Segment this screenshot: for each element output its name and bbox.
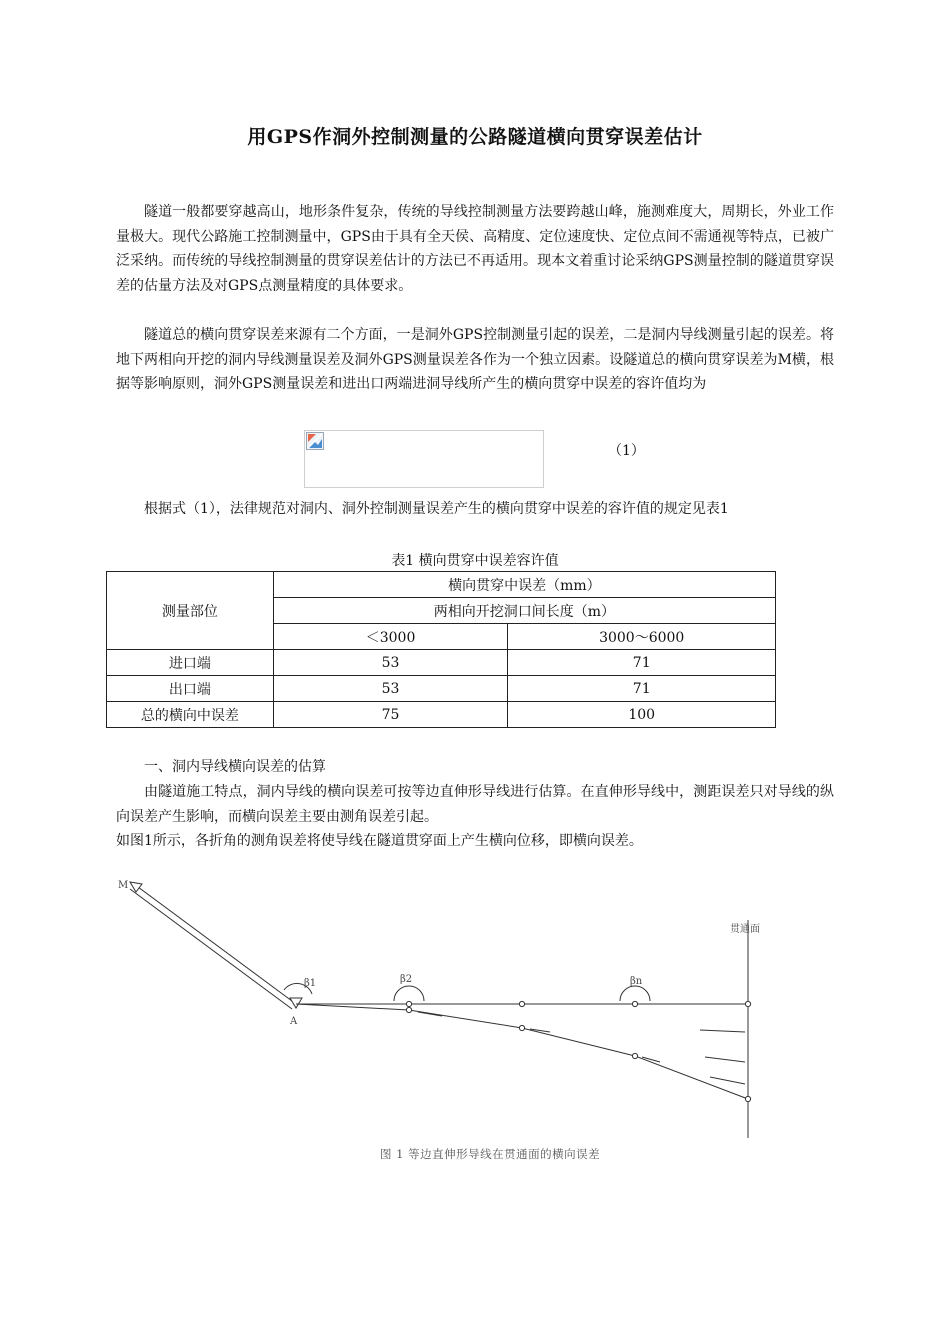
- station-circle: [519, 1001, 524, 1006]
- header-tunnel-length: 两相向开挖洞口间长度（m）: [273, 598, 775, 624]
- table-caption: 表1 横向贯穿中误差容许值: [391, 553, 559, 569]
- table-row: [107, 676, 776, 702]
- row-part: 进口端: [107, 650, 274, 676]
- table-row: [107, 702, 776, 728]
- direction-line-upper: [134, 884, 296, 1004]
- hatch-line: [710, 1077, 745, 1084]
- table-header-row: [107, 572, 776, 598]
- table-reference-paragraph: 根据式（1），法律规范对洞内、洞外控制测量误差产生的横向贯穿中误差的容许值的规定见表1: [144, 501, 729, 517]
- traverse-paragraph: 由隧道施工特点，洞内导线的横向误差可按等边直伸形导线进行估算。在直伸形导线中，测距误差只对导线的纵向误差产生影响，而横向误差主要由测角误差引起。: [116, 784, 834, 825]
- section-heading-1: 一、洞内导线横向误差的估算: [144, 759, 326, 775]
- station-a-icon: [290, 998, 302, 1008]
- row-value-long: 100: [508, 702, 776, 728]
- error-tolerance-table: [106, 571, 776, 728]
- label-breakthrough-plane: 贯通面: [730, 924, 760, 935]
- station-circle: [632, 1053, 637, 1058]
- paper-title: 用GPS作洞外控制测量的公路隧道横向贯穿误差估计: [247, 126, 703, 148]
- header-lateral-error: 横向贯穿中误差（mm）: [273, 572, 775, 598]
- station-circle: [632, 1001, 637, 1006]
- traverse-diagram: [100, 870, 780, 1145]
- label-betan: βn: [630, 976, 643, 987]
- row-value-short: 75: [273, 702, 508, 728]
- error-source-paragraph: 隧道总的横向贯穿误差来源有二个方面，一是洞外GPS控制测量引起的误差，二是洞内导线测量引起的误差。将地下两相向开挖的洞内导线测量误差及洞外GPS测量误差各作为一个独立因素。设隧道总的横向贯穿误差为M横，根据等影响原则，洞外GPS测量误差和进出口两端进洞导线所产生的横向贯穿中误差的容许值均为: [116, 327, 834, 392]
- row-part: 总的横向中误差: [107, 702, 274, 728]
- label-beta2: β2: [400, 974, 413, 985]
- label-m: M: [118, 880, 129, 891]
- station-circle: [519, 1025, 524, 1030]
- station-circle: [406, 1007, 411, 1012]
- label-beta1: β1: [304, 978, 317, 989]
- header-length-short: ＜3000: [273, 624, 508, 650]
- row-value-short: 53: [273, 676, 508, 702]
- hatch-line: [418, 1012, 442, 1016]
- figure-caption: 图 1 等边直伸形导线在贯通面的横向误差: [380, 1147, 601, 1161]
- header-measurement-part: 测量部位: [107, 572, 274, 650]
- header-length-long: 3000～6000: [508, 624, 776, 650]
- station-circle: [745, 1001, 750, 1006]
- hatch-line: [700, 1030, 745, 1032]
- figure-reference-paragraph: 如图1所示，各折角的测角误差将使导线在隧道贯穿面上产生横向位移，即横向误差。: [116, 833, 643, 849]
- equation-number: （1）: [608, 443, 645, 459]
- row-part: 出口端: [107, 676, 274, 702]
- table-row: [107, 650, 776, 676]
- station-circle: [406, 1001, 411, 1006]
- hatch-line: [705, 1057, 745, 1062]
- beta2-arc-icon: [394, 986, 424, 1001]
- label-a: A: [290, 1016, 298, 1027]
- row-value-long: 71: [508, 650, 776, 676]
- row-value-long: 71: [508, 676, 776, 702]
- intro-paragraph: 隧道一般都要穿越高山，地形条件复杂，传统的导线控制测量方法要跨越山峰，施测难度大，周期长，外业工作量极大。现代公路施工控制测量中，GPS由于具有全天侯、高精度、定位速度快、定位点间不需通视等特点，已被广泛采纳。而传统的导线控制测量的贯穿误差估计的方法已不再适用。现本文着重讨论采纳GPS测量控制的隧道贯穿误差的估量方法及对GPS点测量精度的具体要求。: [116, 204, 834, 294]
- broken-image-icon: [306, 432, 324, 450]
- direction-line-lower: [130, 889, 292, 1009]
- row-value-short: 53: [273, 650, 508, 676]
- formula-image-placeholder: [304, 430, 544, 488]
- betan-arc-icon: [620, 986, 650, 1001]
- deflected-traverse: [296, 1004, 748, 1099]
- station-circle: [745, 1096, 750, 1101]
